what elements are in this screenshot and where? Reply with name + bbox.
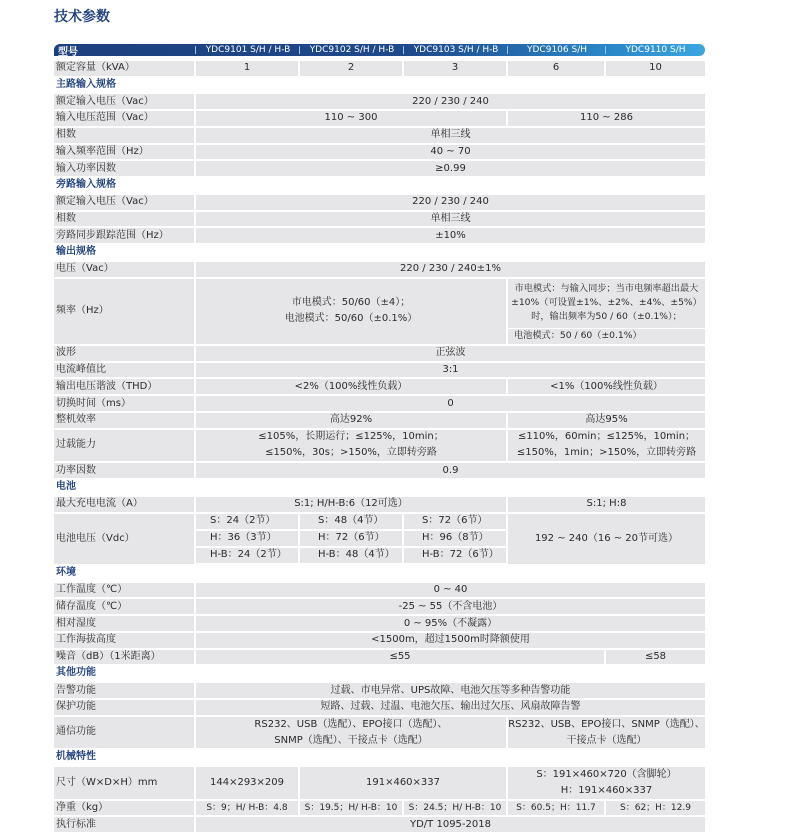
cell: 3:1	[196, 363, 705, 378]
section-mechanical	[54, 749, 705, 766]
row-label: 执行标准	[54, 817, 194, 832]
cell-line: ≤105%，长期运行；≤125%，10min；	[258, 431, 444, 443]
row-label: 相数	[54, 212, 194, 227]
cell: 191×460×337	[300, 767, 506, 799]
row-label: 尺寸（W×D×H）mm	[54, 767, 194, 799]
row-bypass-voltage	[54, 194, 705, 211]
row-output-frequency	[54, 278, 705, 345]
cell: 192 ~ 240（16 ~ 20节可选）	[508, 514, 705, 564]
row-env-humidity	[54, 615, 705, 632]
row-label: 相对湿度	[54, 616, 194, 631]
cell: S：24（2节）	[196, 514, 298, 529]
row-label: 额定容量（kVA）	[54, 61, 194, 76]
cell-line: ≤150%，1min；>150%，立即转旁路	[516, 447, 697, 459]
cell: H-B：48（4节）	[300, 548, 402, 563]
row-label: 净重（kg）	[54, 801, 194, 816]
cell	[196, 279, 506, 344]
cell: 220 / 230 / 240	[196, 195, 705, 210]
row-mech-size	[54, 766, 705, 800]
cell-line: 市电模式：50/60（±4）；	[291, 297, 411, 309]
header-model-label: 型号	[58, 46, 78, 58]
header-model-2: YDC9102 S/H / H-B	[309, 45, 395, 55]
cell-line: ±10%（可设置±1%、±2%、±4%、±5%）	[511, 297, 702, 309]
cell	[196, 430, 506, 462]
cell: 1	[196, 61, 298, 76]
row-main-input-pf	[54, 160, 705, 177]
cell: S：24.5；H/ H-B：10	[404, 801, 506, 816]
row-capacity	[54, 60, 705, 77]
row-main-input-frequency	[54, 144, 705, 161]
section-title: 主路输入规格	[56, 78, 116, 90]
section-main-input	[54, 77, 705, 94]
section-other	[54, 665, 705, 682]
row-mech-standard	[54, 816, 705, 833]
cell-line: RS232、USB（选配）、EPO接口（选配）、	[254, 718, 448, 730]
cell: S：19.5；H/ H-B：10	[300, 801, 402, 816]
row-label: 切换时间（ms）	[54, 396, 194, 411]
cell-line: H：191×460×337	[560, 784, 653, 796]
header-model-1: YDC9101 S/H / H-B	[205, 45, 291, 55]
row-label: 波形	[54, 346, 194, 361]
section-title: 输出规格	[56, 246, 96, 258]
row-label: 整机效率	[54, 413, 194, 428]
row-label: 电池电压（Vdc）	[54, 514, 194, 564]
cell: H-B：24（2节）	[196, 548, 298, 563]
cell: S:1; H/H-B:6（12可选）	[196, 497, 506, 512]
row-label: 输入功率因数	[54, 161, 194, 176]
row-label: 过载能力	[54, 430, 194, 462]
row-output-thd	[54, 378, 705, 395]
cell-line: 时，输出频率为50 / 60（±0.1%）；	[531, 311, 682, 323]
row-label: 输入电压范围（Vac）	[54, 111, 194, 126]
cell: <2%（100%线性负载）	[196, 379, 506, 394]
cell: 0	[196, 396, 705, 411]
row-label: 额定输入电压（Vac）	[54, 195, 194, 210]
header-model-3: YDC9103 S/H / H-B	[413, 45, 499, 55]
row-output-wave	[54, 345, 705, 362]
cell: S：9；H/ H-B：4.8	[196, 801, 298, 816]
row-output-efficiency	[54, 412, 705, 429]
cell-line: RS232、USB、EPO接口、SNMP（选配）、	[508, 718, 705, 730]
row-label: 旁路同步跟踪范围（Hz）	[54, 228, 194, 243]
row-label: 频率（Hz）	[54, 279, 194, 344]
row-label: 工作海拔高度	[54, 633, 194, 648]
cell: 220 / 230 / 240±1%	[196, 262, 705, 277]
cell: 6	[508, 61, 604, 76]
cell: 短路、过载、过温、电池欠压、输出过欠压、风扇故障告警	[196, 700, 705, 715]
cell	[508, 279, 705, 328]
row-battery-voltage	[54, 513, 705, 565]
row-label: 储存温度（℃）	[54, 599, 194, 614]
cell-line: 电池模式：50/60（±0.1%）	[284, 313, 418, 325]
cell: 110 ~ 286	[508, 111, 705, 126]
cell: H：72（6节）	[300, 531, 402, 546]
cell: 40 ~ 70	[196, 145, 705, 160]
row-other-protect	[54, 699, 705, 716]
row-label: 通信功能	[54, 717, 194, 749]
cell: 2	[300, 61, 402, 76]
row-other-comm	[54, 716, 705, 750]
cell: YD/T 1095-2018	[196, 817, 705, 832]
cell: ±10%	[196, 228, 705, 243]
cell: S：48（4节）	[300, 514, 402, 529]
cell-line: SNMP（选配）、干接点卡（选配）	[274, 734, 428, 746]
cell: 高达92%	[196, 413, 506, 428]
cell: 电池模式：50 / 60（±0.1%）	[508, 329, 705, 344]
row-other-alarm	[54, 682, 705, 699]
cell-line: 干接点卡（选配）	[566, 734, 647, 746]
cell: H：36（3节）	[196, 531, 298, 546]
cell	[196, 717, 506, 749]
row-main-input-range	[54, 110, 705, 127]
header-bar	[54, 44, 705, 56]
cell: 正弦波	[196, 346, 705, 361]
row-output-crest	[54, 362, 705, 379]
cell-line: 市电模式：与输入同步；当市电频率超出最大	[514, 283, 699, 295]
row-label: 相数	[54, 128, 194, 143]
row-env-storage	[54, 598, 705, 615]
cell: 110 ~ 300	[196, 111, 506, 126]
row-env-noise	[54, 649, 705, 666]
row-env-temp	[54, 582, 705, 599]
row-bypass-phase	[54, 211, 705, 228]
cell-line: ≤150%，30s；>150%，立即转旁路	[265, 447, 437, 459]
cell: -25 ~ 55（不含电池）	[196, 599, 705, 614]
row-label: 输入频率范围（Hz）	[54, 145, 194, 160]
table-header	[54, 43, 705, 60]
row-label: 电压（Vac）	[54, 262, 194, 277]
section-title: 旁路输入规格	[56, 179, 116, 191]
spec-table	[54, 43, 705, 833]
row-env-altitude	[54, 632, 705, 649]
cell: S:1; H:8	[508, 497, 705, 512]
row-output-pf	[54, 462, 705, 479]
section-output	[54, 244, 705, 261]
row-label: 额定输入电压（Vac）	[54, 94, 194, 109]
cell: H：96（8节）	[404, 531, 506, 546]
cell: S：72（6节）	[404, 514, 506, 529]
cell: 144×293×209	[196, 767, 298, 799]
row-mech-weight	[54, 800, 705, 817]
page-title: 技术参数	[54, 9, 110, 25]
row-label: 输出电压谐波（THD）	[54, 379, 194, 394]
row-label: 最大充电电流（A）	[54, 497, 194, 512]
row-label: 工作温度（℃）	[54, 583, 194, 598]
cell: 单相三线	[196, 212, 705, 227]
cell: <1500m，超过1500m时降额使用	[196, 633, 705, 648]
row-output-transfer	[54, 395, 705, 412]
section-title: 电池	[56, 480, 76, 492]
header-model-4: YDC9106 S/H	[527, 45, 587, 55]
cell	[508, 430, 705, 462]
row-output-voltage	[54, 261, 705, 278]
section-battery	[54, 479, 705, 496]
cell: <1%（100%线性负载）	[508, 379, 705, 394]
cell: H-B：72（6节）	[404, 548, 506, 563]
row-label: 电流峰值比	[54, 363, 194, 378]
cell: 0 ~ 40	[196, 583, 705, 598]
cell	[508, 767, 705, 799]
section-title: 机械特性	[56, 751, 96, 763]
section-title: 环境	[56, 566, 76, 578]
cell-line: S：191×460×720（含脚轮）	[536, 768, 677, 780]
cell: 单相三线	[196, 128, 705, 143]
cell: 220 / 230 / 240	[196, 94, 705, 109]
cell	[508, 717, 705, 749]
row-label: 噪音（dB）（1米距离）	[54, 650, 194, 665]
cell: ≤58	[606, 650, 705, 665]
row-output-overload	[54, 429, 705, 463]
cell: 10	[606, 61, 705, 76]
cell: S：60.5；H：11.7	[508, 801, 604, 816]
cell: ≤55	[196, 650, 604, 665]
cell: 0.9	[196, 463, 705, 478]
cell: 高达95%	[508, 413, 705, 428]
row-label: 功率因数	[54, 463, 194, 478]
cell-line: ≤110%，60min；≤125%，10min；	[517, 431, 696, 443]
section-environment	[54, 565, 705, 582]
row-main-input-phase	[54, 127, 705, 144]
cell: S：62；H：12.9	[606, 801, 705, 816]
section-bypass	[54, 177, 705, 194]
header-model-5: YDC9110 S/H	[625, 45, 686, 55]
row-label: 保护功能	[54, 700, 194, 715]
cell: 过载、市电异常、UPS故障、电池欠压等多种告警功能	[196, 683, 705, 698]
section-title: 其他功能	[56, 667, 96, 679]
row-main-input-voltage	[54, 93, 705, 110]
row-battery-charge	[54, 496, 705, 513]
row-bypass-sync	[54, 227, 705, 244]
cell: ≥0.99	[196, 161, 705, 176]
cell: 3	[404, 61, 506, 76]
row-label: 告警功能	[54, 683, 194, 698]
cell: 0 ~ 95%（不凝露）	[196, 616, 705, 631]
